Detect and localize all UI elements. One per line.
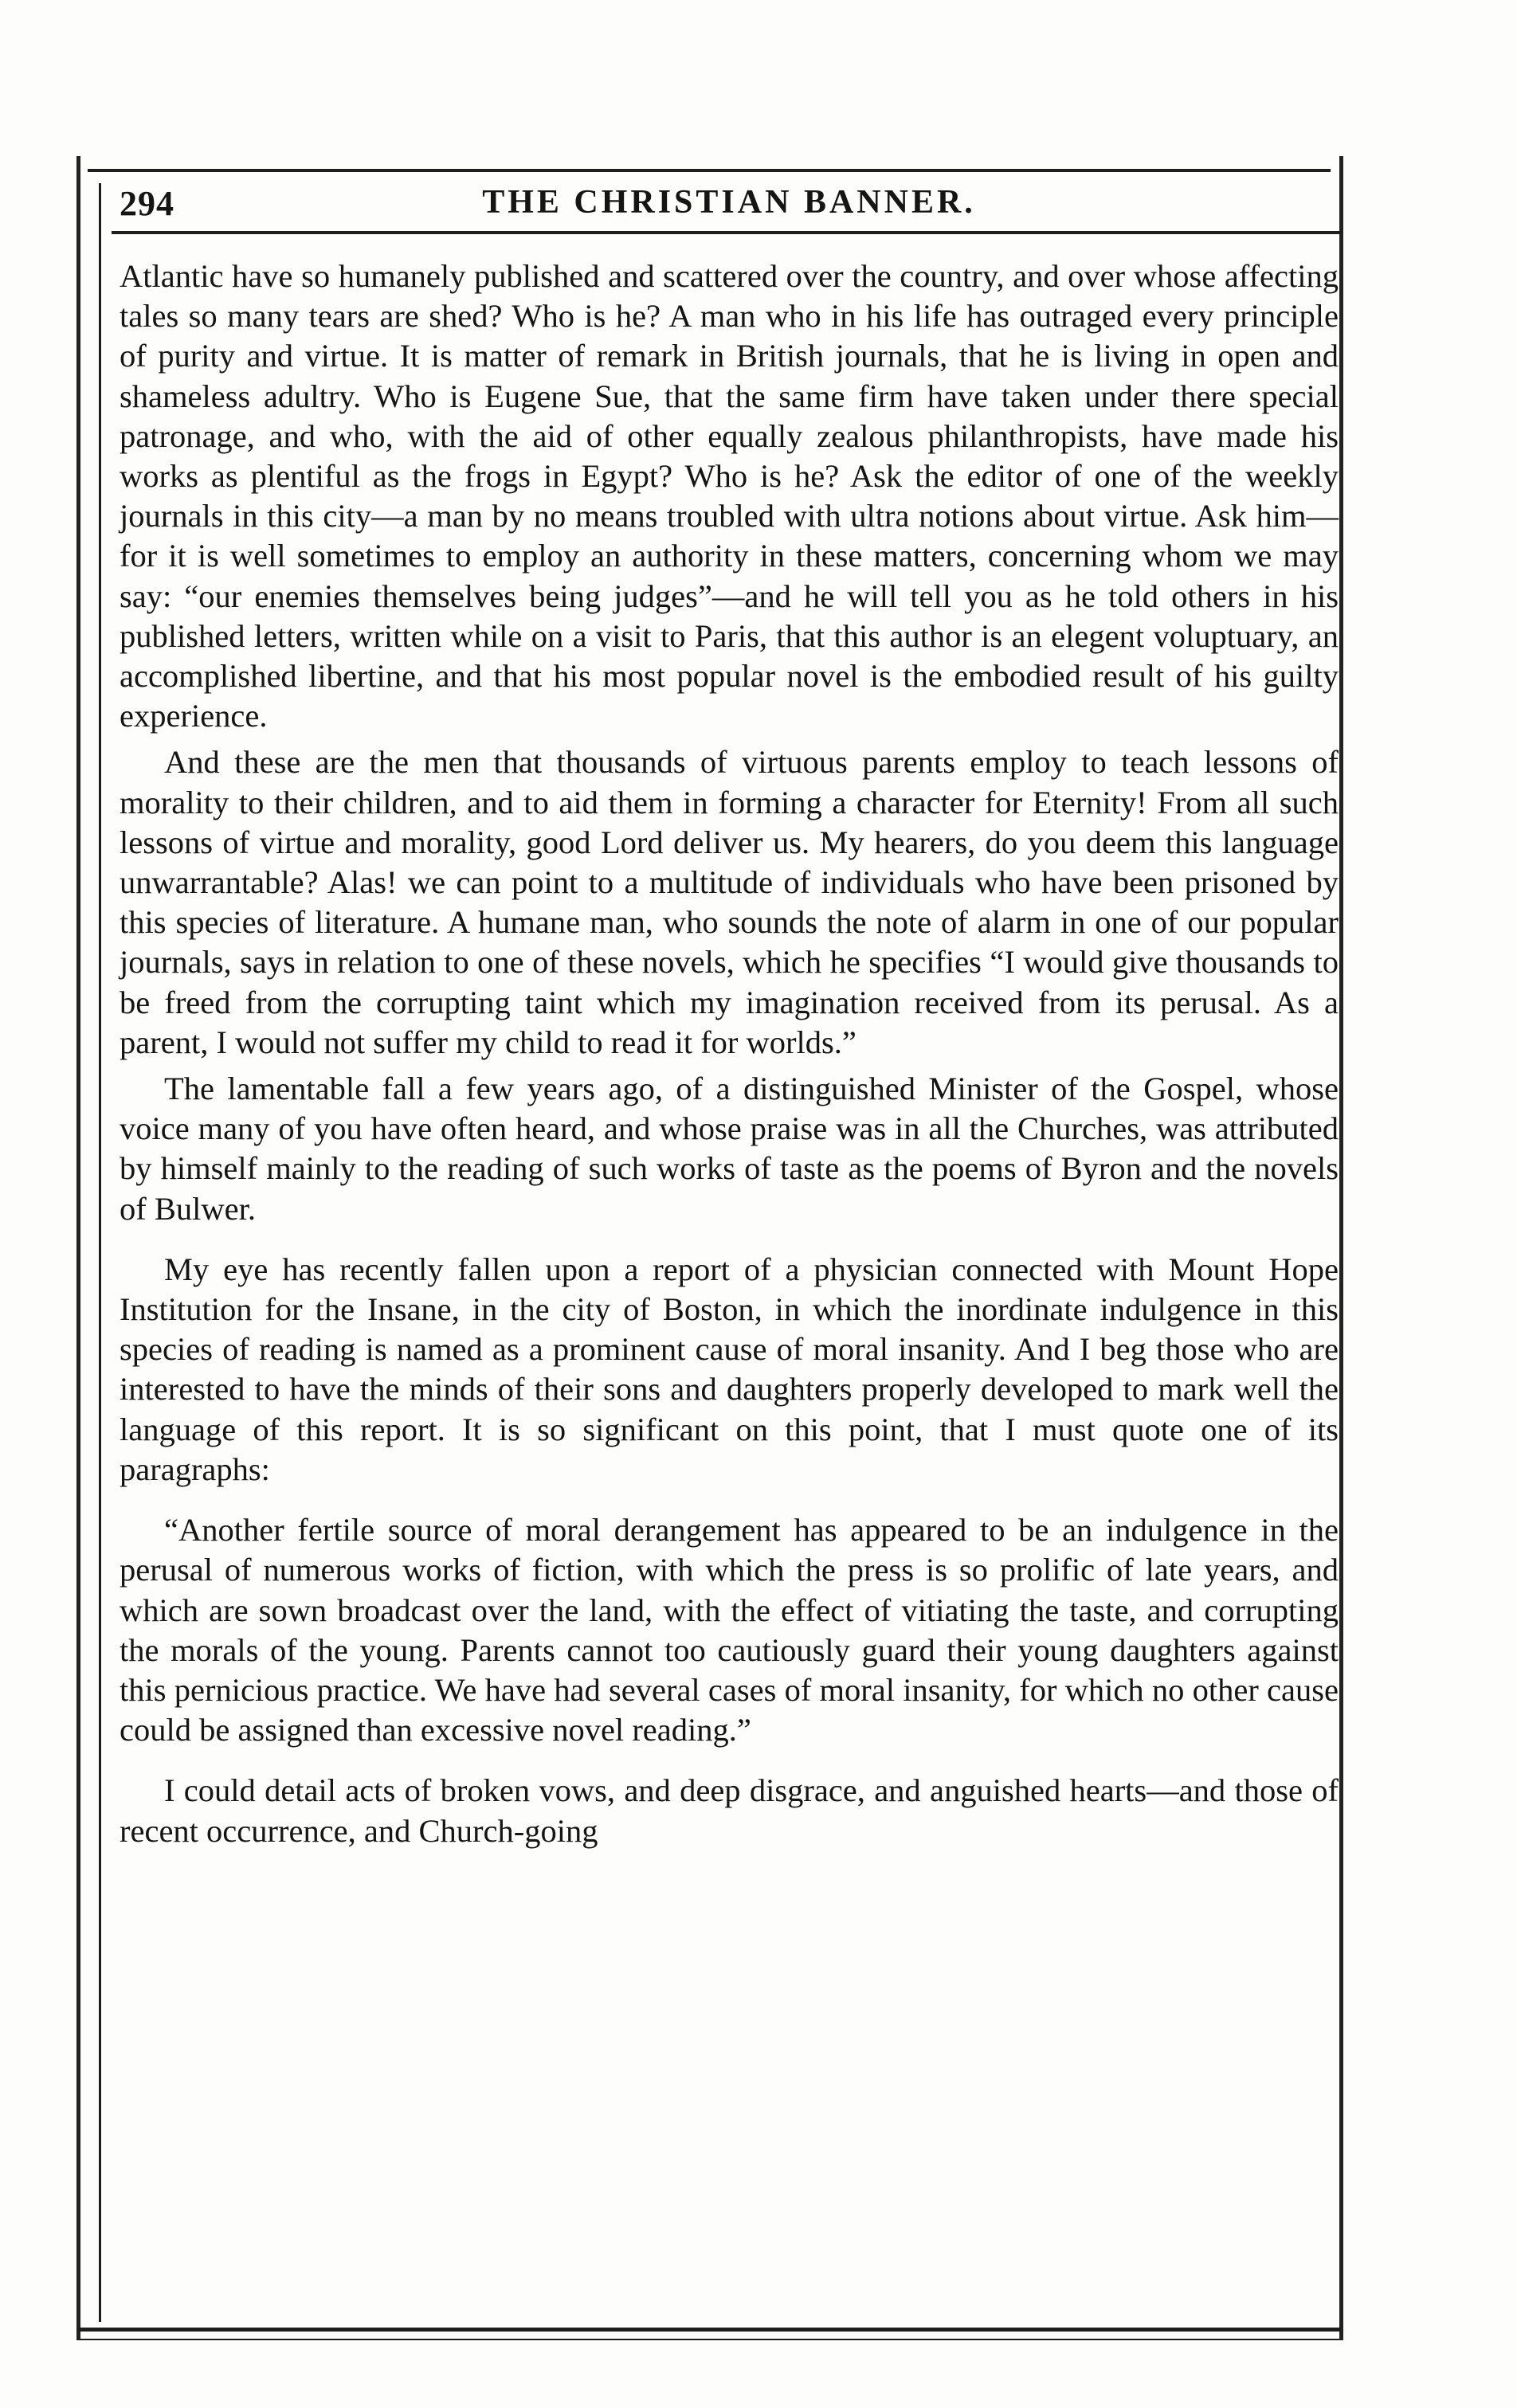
text-column	[120, 256, 1339, 1858]
top-rule	[88, 169, 1331, 172]
paragraph: And these are the men that thousands of virtuous parents employ to teach lessons of morality to their children, and to aid them in forming a character for Eternity! From all such lessons of virtue and morality, good Lord deliver us. My hearers, do you deem this language unwarrantable? Alas! we can point to a multitude of individuals who have been prisoned by this species of literature. A humane man, who sounds the note of alarm in one of our popular journals, says in relation to one of these novels, which he specifies “I would give thousands to be freed from the corrupting taint which my imagination received from its perusal. As a parent, I would not suffer my child to read it for worlds.”	[120, 744, 1339, 1060]
paragraph-continued: Atlantic have so humanely published and scattered over the country, and over whose affecting tales so many tears are shed? Who is he? A man who in his life has outraged every principle of purity and virtue. It is matter of remark in British journals, that he is living in open and shameless adultry. Who is Eugene Sue, that the same firm have taken under there special patronage, and who, with the aid of other equally zealous philanthropists, have made his works as plentiful as the frogs in Egypt? Who is he? Ask the editor of one of the weekly journals in this city—a man by no means troubled with ultra notions about virtue. Ask him—for it is well sometimes to employ an authority in these matters, concerning whom we may say: “our enemies themselves being judges”—and he will tell you as he told others in his published letters, written while on a visit to Paris, that this author is an elegent voluptuary, an accomplished libertine, and that his most popular novel is the embodied result of his guilty experience.	[120, 258, 1339, 734]
paragraph: I could detail acts of broken vows, and deep disgrace, and anguished hearts—and those of recent occurrence, and Church-going	[120, 1772, 1339, 1849]
bottom-rule	[76, 2328, 1339, 2332]
paragraph: My eye has recently fallen upon a report of a physician connected with Mount Hope Institution for the Insane, in the city of Boston, in which the inordinate indulgence in this species of reading is named as a prominent cause of moral insanity. And I beg those who are interested to have the minds of their sons and daughters properly developed to mark well the language of this report. It is so significant on this point, that I must quote one of its paragraphs:	[120, 1251, 1339, 1487]
paragraph: The lamentable fall a few years ago, of a distinguished Minister of the Gospel, whose voice many of you have often heard, and whose praise was in all the Churches, was attributed by himself mainly to the reading of such works of taste as the poems of Byron and the novels of Bulwer.	[120, 1071, 1339, 1227]
page-number: 294	[120, 184, 174, 223]
running-title: THE CHRISTIAN BANNER.	[482, 184, 976, 221]
quoted-paragraph: “Another fertile source of moral derangement has appeared to be an indulgence in the perusal of numerous works of fiction, with which the press is so prolific of late years, and which are sown broadcast over the land, with the effect of vitiating the taste, and corrupting the morals of the young. Parents cannot too cautiously guard their young daughters against this pernicious practice. We have had several cases of moral insanity, for which no other cause could be assigned than excessive novel reading.”	[120, 1512, 1339, 1748]
page-header	[120, 183, 1339, 239]
bottom-rule-thin	[76, 2339, 1339, 2340]
inner-left-rule	[99, 183, 101, 2322]
